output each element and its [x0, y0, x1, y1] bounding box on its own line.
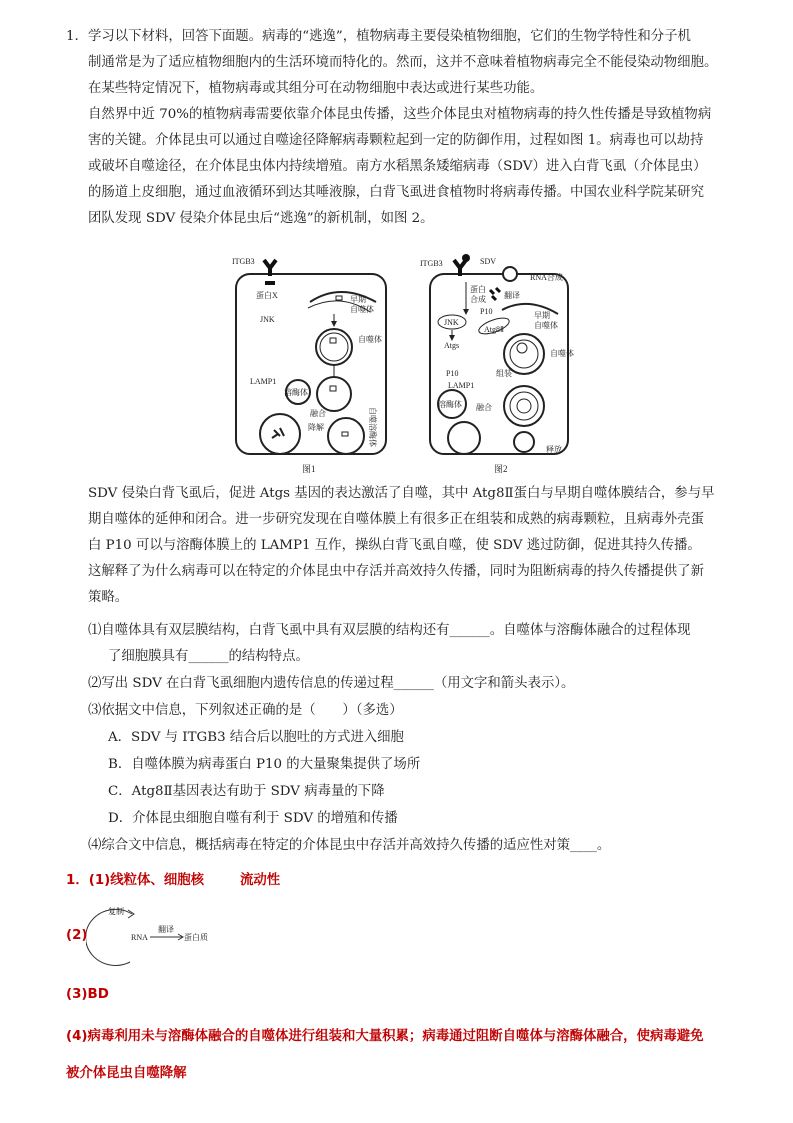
fig2-label-protein1: 蛋白 [470, 285, 486, 294]
intro-line: 制通常是为了适应植物细胞内的生活环境而特化的。然而，这并不意味着植物病毒完全不能侵染动物细胞。 [88, 55, 718, 70]
option-c: C．Atg8Ⅱ基因表达有助于 SDV 病毒量的下降 [108, 784, 385, 799]
fig1-label-early1: 早期 [350, 295, 366, 304]
intro-line: 在某些特定情况下，植物病毒或其组分可在动物细胞中表达或进行某些功能。 [88, 81, 544, 96]
fig2-label-fuse: 融合 [476, 403, 492, 412]
fig2-label-lamp1: LAMP1 [448, 381, 475, 390]
fig2-label-itgb3: ITGB3 [420, 259, 443, 268]
figure-2-sdv-escape-diagram [418, 252, 578, 478]
answer-1: 1．(1)线粒体、细胞核 [66, 873, 204, 888]
fig2-label-release: 释放 [546, 445, 562, 454]
fig2-caption: 图2 [494, 464, 508, 474]
answer-3: (3)BD [66, 987, 109, 1002]
fig2-label-early1: 早期 [534, 311, 550, 320]
question-number: 1. [66, 29, 79, 44]
a2-replicate: 复制 [108, 907, 124, 916]
fig2-label-lyso: 溶酶体 [438, 400, 462, 409]
subquestion-2: ⑵写出 SDV 在白背飞虱细胞内遗传信息的传递过程______（用文字和箭头表示）。 [88, 676, 575, 691]
intro-line: 或破坏自噬途径，在介体昆虫体内持续增殖。南方水稻黑条矮缩病毒（SDV）进入白背飞虱（介体昆虫） [88, 159, 707, 174]
option-b: B．自噬体膜为病毒蛋白 P10 的大量聚集提供了场所 [108, 757, 421, 772]
fig1-label-jnk: JNK [260, 315, 275, 324]
option-d: D．介体昆虫细胞自噬有利于 SDV 的增殖和传播 [108, 811, 398, 826]
answer-4-line2: 被介体昆虫自噬降解 [66, 1066, 187, 1081]
intro-line: 团队发现 SDV 侵染介体昆虫后“逃逸”的新机制，如图 2。 [88, 211, 434, 226]
answer-1-fluidity: 流动性 [240, 873, 281, 888]
answer-2-label: (2) [66, 928, 88, 943]
a2-translate: 翻译 [158, 925, 174, 934]
fig2-label-protein2: 合成 [470, 295, 486, 304]
fig1-label-proteinx: 蛋白X [256, 291, 278, 300]
fig2-label-atg8: Atg8Ⅱ [484, 325, 504, 334]
body-line: 白 P10 可以与溶酶体膜上的 LAMP1 互作，操纵白背飞虱自噬，使 SDV 逃过防御，促进其持久传播。 [88, 538, 701, 553]
fig2-label-rna: RNA合成 [530, 273, 563, 282]
fig1-label-lamp1: LAMP1 [250, 377, 277, 386]
subquestion-3: ⑶依据文中信息，下列叙述正确的是（ ）（多选） [88, 703, 403, 718]
fig2-label-sdv: SDV [480, 257, 497, 266]
fig1-label-early2: 自噬体 [350, 305, 374, 314]
fig2-label-atgs: Atgs [444, 341, 460, 350]
figure-1-autophagy-diagram [230, 252, 395, 478]
intro-line: 的肠道上皮细胞，通过血液循环到达其唾液腺，白背飞虱进食植物时将病毒传播。中国农业科学院某研究 [88, 185, 704, 200]
fig2-label-assemble: 组装 [496, 369, 512, 378]
fig1-label-fuse: 融合 [310, 409, 326, 418]
body-line: 期自噬体的延伸和闭合。进一步研究发现在自噬体膜上有很多正在组装和成熟的病毒颗粒，且病毒外壳蛋 [88, 512, 704, 527]
fig2-label-auto: 自噬体 [550, 349, 574, 358]
a2-rna: RNA [131, 933, 148, 942]
body-line: 策略。 [88, 590, 129, 605]
fig2-label-p10b: P10 [446, 369, 459, 378]
option-a: A．SDV 与 ITGB3 结合后以胞吐的方式进入细胞 [108, 730, 404, 745]
answer-2-flow-diagram [86, 900, 226, 970]
intro-line: 学习以下材料，回答下面题。病毒的“逃逸”，植物病毒主要侵染植物细胞，它们的生物学特性和分子机 [88, 29, 691, 44]
fig2-label-transl: 翻译 [504, 291, 520, 300]
fig1-label-itgb3: ITGB3 [232, 257, 255, 266]
intro-line: 害的关键。介体昆虫可以通过自噬途径降解病毒颗粒起到一定的防御作用，过程如图 1。病毒也可以劫持 [88, 133, 704, 148]
fig2-label-p10: P10 [480, 307, 493, 316]
fig1-label-degrade: 降解 [308, 423, 324, 432]
a2-protein: 蛋白质 [184, 933, 208, 942]
fig1-label-lyso: 溶酶体 [284, 388, 308, 397]
fig1-label-autolyso: 自噬溶酶体 [368, 407, 377, 447]
body-line: SDV 侵染白背飞虱后，促进 Atgs 基因的表达激活了自噬，其中 Atg8Ⅱ蛋白与早期自噬体膜结合，参与早 [88, 486, 715, 501]
subquestion-1-cont: 了细胞膜具有______的结构特点。 [108, 649, 309, 664]
fig1-caption: 图1 [302, 464, 316, 474]
fig1-label-auto: 自噬体 [358, 335, 382, 344]
fig2-label-early2: 自噬体 [534, 321, 558, 330]
subquestion-1: ⑴自噬体具有双层膜结构，白背飞虱中具有双层膜的结构还有______。自噬体与溶酶体融合的过程体现 [88, 623, 691, 638]
subquestion-4: ⑷综合文中信息，概括病毒在特定的介体昆虫中存活并高效持久传播的适应性对策____。 [88, 838, 611, 853]
fig2-label-jnk: JNK [444, 318, 459, 327]
intro-line: 自然界中近 70%的植物病毒需要依靠介体昆虫传播，这些介体昆虫对植物病毒的持久性传播是导致植物病 [88, 107, 712, 122]
body-line: 这解释了为什么病毒可以在特定的介体昆虫中存活并高效持久传播，同时为阻断病毒的持久传播提供了新 [88, 564, 704, 579]
answer-4-line1: (4)病毒利用未与溶酶体融合的自噬体进行组装和大量积累；病毒通过阻断自噬体与溶酶体融合，使病毒避免 [66, 1029, 704, 1044]
